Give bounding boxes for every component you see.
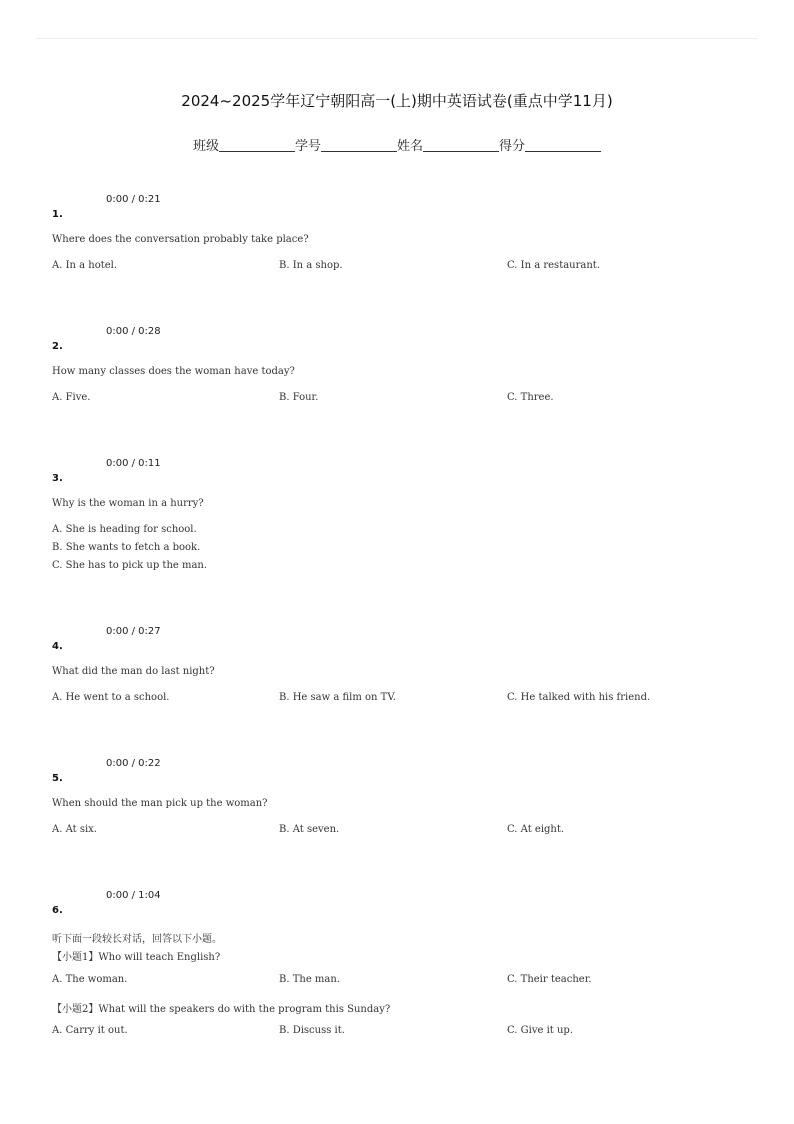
score-blank[interactable] — [525, 137, 601, 152]
sub-question-2-stem: 【小题2】What will the speakers do with the program this Sunday? — [52, 1004, 391, 1015]
audio-player[interactable]: 0:00 / 0:21 — [106, 194, 161, 205]
name-blank[interactable] — [423, 137, 499, 152]
option-b[interactable]: B. Four. — [279, 392, 319, 403]
option-a[interactable]: A. Five. — [52, 392, 91, 403]
option-b[interactable]: B. She wants to fetch a book. — [52, 542, 201, 553]
sub1-option-a[interactable]: A. The woman. — [52, 974, 128, 985]
sub2-option-c[interactable]: C. Give it up. — [507, 1025, 574, 1036]
question-number: 4. — [52, 641, 63, 652]
option-c[interactable]: C. In a restaurant. — [507, 260, 600, 271]
question-number: 3. — [52, 473, 63, 484]
sub2-option-b[interactable]: B. Discuss it. — [279, 1025, 345, 1036]
audio-player[interactable]: 0:00 / 0:28 — [106, 326, 161, 337]
audio-player[interactable]: 0:00 / 0:22 — [106, 758, 161, 769]
option-a[interactable]: A. At six. — [52, 824, 97, 835]
name-label: 姓名 — [397, 139, 424, 154]
question-intro: 听下面一段较长对话，回答以下小题。 — [52, 934, 222, 945]
question-number: 6. — [52, 905, 63, 916]
option-b[interactable]: B. In a shop. — [279, 260, 343, 271]
audio-player[interactable]: 0:00 / 0:11 — [106, 458, 161, 469]
option-c[interactable]: C. Three. — [507, 392, 554, 403]
audio-player[interactable]: 0:00 / 0:27 — [106, 626, 161, 637]
page-title: 2024~2025学年辽宁朝阳高一(上)期中英语试卷(重点中学11月) — [181, 92, 613, 110]
option-c[interactable]: C. She has to pick up the man. — [52, 560, 208, 571]
question-stem: Where does the conversation probably take place? — [52, 234, 309, 245]
option-b[interactable]: B. At seven. — [279, 824, 340, 835]
number-blank[interactable] — [321, 137, 397, 152]
question-stem: What did the man do last night? — [52, 666, 215, 677]
option-a[interactable]: A. He went to a school. — [52, 692, 170, 703]
question-number: 2. — [52, 341, 63, 352]
audio-player[interactable]: 0:00 / 1:04 — [106, 890, 161, 901]
question-number: 1. — [52, 209, 63, 220]
question-stem: How many classes does the woman have today? — [52, 366, 295, 377]
sub1-option-b[interactable]: B. The man. — [279, 974, 340, 985]
class-label: 班级 — [192, 139, 219, 154]
sub2-option-a[interactable]: A. Carry it out. — [52, 1025, 128, 1036]
option-a[interactable]: A. She is heading for school. — [52, 524, 197, 535]
sub1-option-c[interactable]: C. Their teacher. — [507, 974, 592, 985]
option-c[interactable]: C. He talked with his friend. — [507, 692, 651, 703]
student-info-line — [0, 135, 794, 154]
question-number: 5. — [52, 773, 63, 784]
class-blank[interactable] — [219, 137, 295, 152]
question-stem: When should the man pick up the woman? — [52, 798, 268, 809]
header-divider — [36, 38, 758, 39]
question-stem: Why is the woman in a hurry? — [52, 498, 204, 509]
sub-question-1-stem: 【小题1】Who will teach English? — [52, 952, 221, 963]
option-a[interactable]: A. In a hotel. — [52, 260, 118, 271]
option-c[interactable]: C. At eight. — [507, 824, 565, 835]
score-label: 得分 — [499, 139, 526, 154]
number-label: 学号 — [294, 139, 321, 154]
option-b[interactable]: B. He saw a film on TV. — [279, 692, 396, 703]
